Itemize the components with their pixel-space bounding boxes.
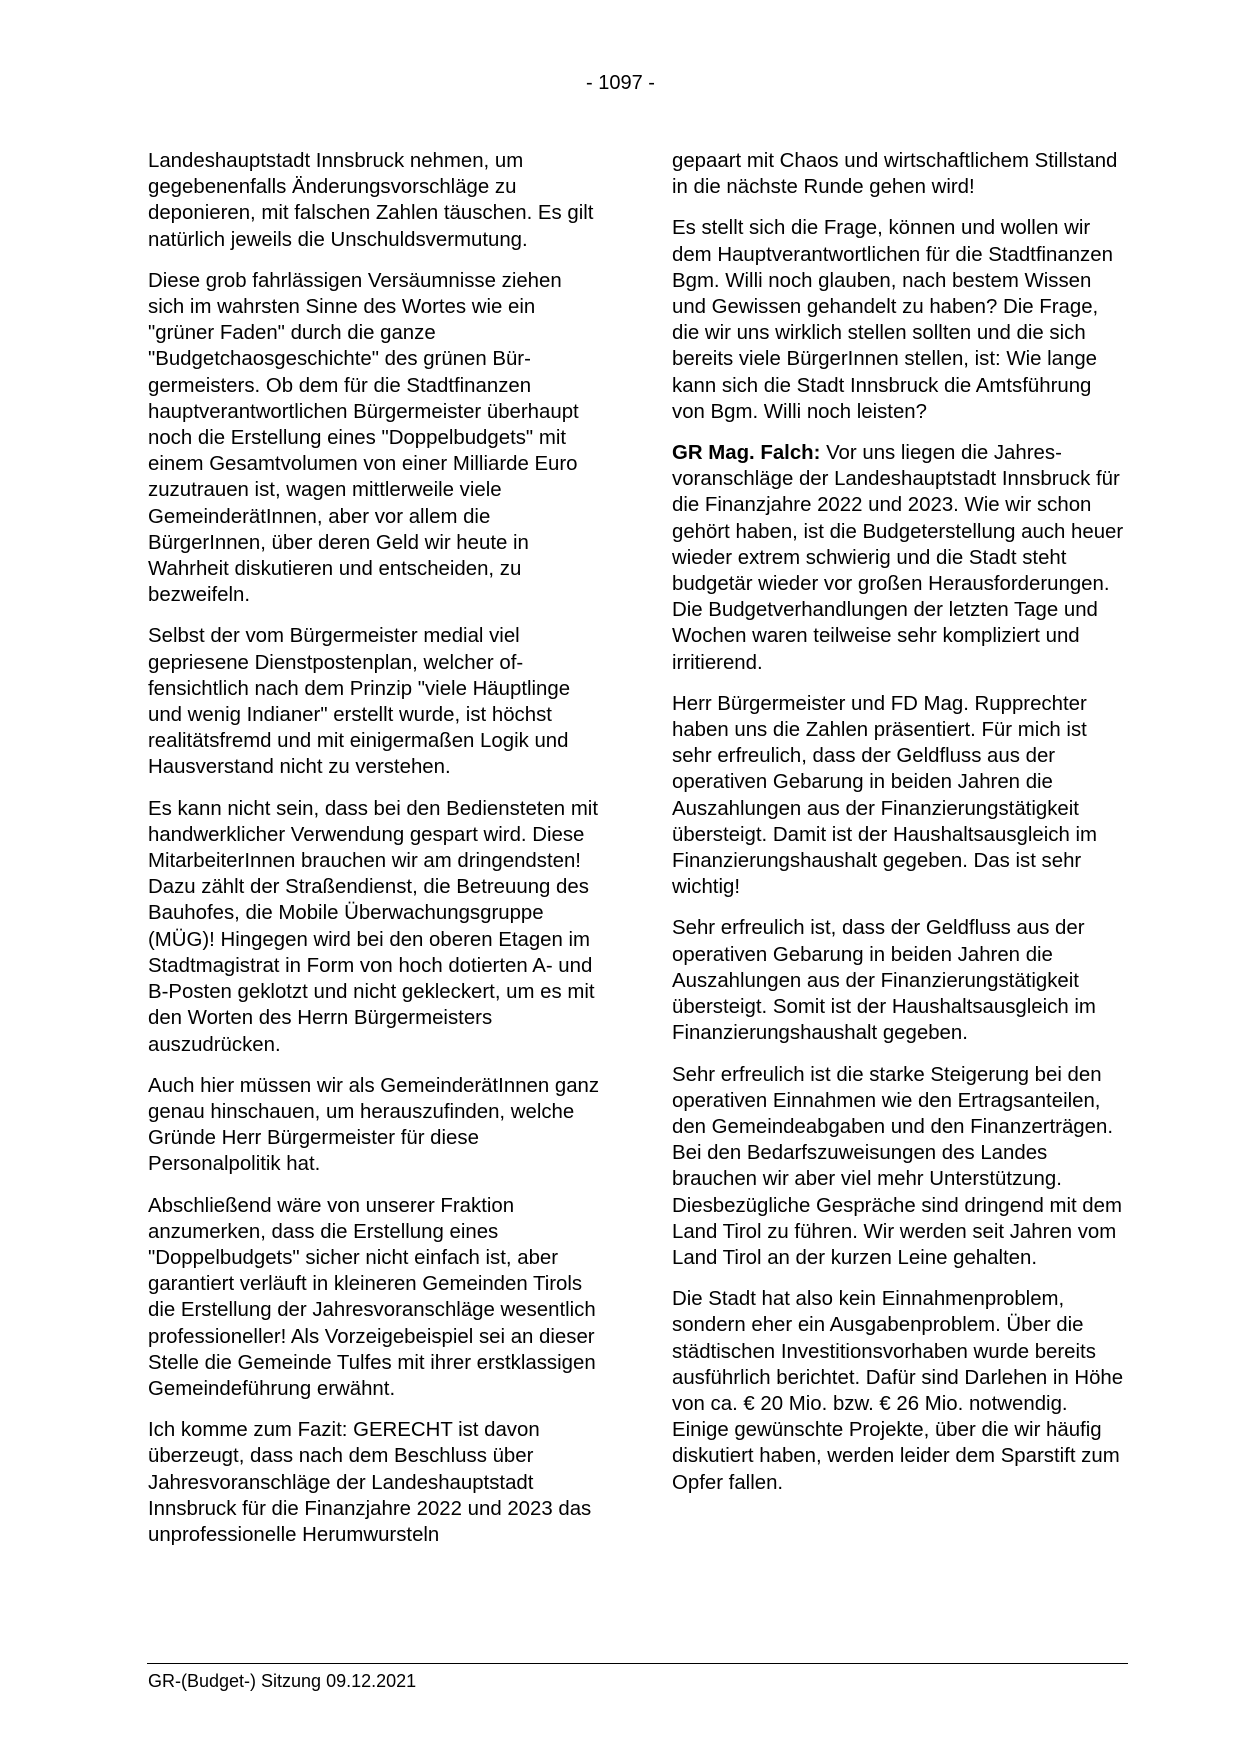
paragraph: Diese grob fahrlässigen Versäumnisse ziehen sich im wahrsten Sinne des Wortes wie ein "grüner Faden" durch die ganze "Budgetchaosgeschichte" des grünen Bürgermeisters. Ob dem für die Stadtfinanzen hauptverantwortlichen Bürgermeister überhaupt noch die Erstellung eines "Doppelbudgets" mit einem Gesamtvolumen von einer Milliarde Euro zuzutrauen ist, wagen mittlerweile viele GemeinderätInnen, aber vor allem die BürgerInnen, über deren Geld wir heute in Wahrheit diskutieren und entscheiden, zu bezweifeln. [148, 269, 579, 607]
page-number: - 1097 - [586, 72, 655, 94]
paragraph: Sehr erfreulich ist, dass der Geldfluss aus der operativen Gebarung in beiden Jahren die Auszahlungen aus der Finanzierungstätigkeit übersteigt. Somit ist der Haushaltsausgleich im Finanzierungshaushalt gegeben. [672, 917, 1096, 1045]
paragraph: Abschließend wäre von unserer Fraktion anzumerken, dass die Erstellung eines "Doppelbudgets" sicher nicht einfach ist, aber garantiert verläuft in kleineren Gemeinden Tirols die Erstellung der Jahresvoranschläge wesentlich professioneller! Als Vorzeigebeispiel sei an dieser Stelle die Gemeinde Tulfes mit ihrer erstklassigen Gemeindeführung erwähnt. [148, 1194, 596, 1400]
speaker-statement: Vor uns liegen die Jahresvoranschläge der Landeshauptstadt Innsbruck für die Finanzjahre 2022 und 2023. Wie wir schon gehört haben, ist die Budgeterstellung auch heuer wieder extrem schwierig und die Stadt steht budgetär wieder vor großen Herausforderungen. Die Budgetverhandlungen der letzten Tage und Wochen waren teilweise sehr kompliziert und irritierend. [672, 442, 1124, 674]
paragraph: Ich komme zum Fazit: GERECHT ist davon überzeugt, dass nach dem Beschluss über Jahresvoranschläge der Landeshauptstadt Innsbruck für die Finanzjahre 2022 und 2023 das unprofessionelle Herumwursteln [148, 1419, 592, 1546]
paragraph: Landeshauptstadt Innsbruck nehmen, um gegebenenfalls Änderungsvorschläge zu deponieren, mit falschen Zahlen täuschen. Es gilt natürlich jeweils die Unschuldsvermutung. [148, 150, 594, 251]
paragraph: Die Stadt hat also kein Einnahmenproblem, sondern eher ein Ausgabenproblem. Über die städtischen Investitionsvorhaben wurde bereits ausführlich berichtet. Dafür sind Darlehen in Höhe von ca. € 20 Mio. bzw. € 26 Mio. notwendig. Einige gewünschte Projekte, über die wir häufig diskutiert haben, werden leider dem Sparstift zum Opfer fallen. [672, 1288, 1124, 1494]
speaker-name: GR Mag. Falch: [672, 442, 821, 465]
right-column [672, 148, 1124, 1511]
paragraph: gepaart mit Chaos und wirtschaftlichem Stillstand in die nächste Runde gehen wird! [672, 150, 1118, 199]
paragraph: Sehr erfreulich ist die starke Steigerung bei den operativen Einnahmen wie den Ertragsanteilen, den Gemeindeabgaben und den Finanzerträgen. Bei den Bedarfszuweisungen des Landes brauchen wir aber viel mehr Unterstützung. Diesbezügliche Gespräche sind dringend mit dem Land Tirol zu führen. Wir werden seit Jahren vom Land Tirol an der kurzen Leine gehalten. [672, 1063, 1122, 1269]
footer-divider [147, 1663, 1128, 1664]
left-column [148, 148, 600, 1563]
speaker-paragraph [672, 440, 1124, 676]
footer-session-label: GR-(Budget-) Sitzung 09.12.2021 [148, 1671, 417, 1691]
paragraph: Es kann nicht sein, dass bei den Bediensteten mit handwerklicher Verwendung gespart wird. Diese MitarbeiterInnen brauchen wir am dringendsten! Dazu zählt der Straßendienst, die Betreuung des Bauhofes, die Mobile Überwachungsgruppe (MÜG)! Hingegen wird bei den oberen Etagen im Stadtmagistrat in Form von hoch dotierten A- und B-Posten geklotzt und nicht gekleckert, um es mit den Worten des Herrn Bürgermeisters auszudrücken. [148, 797, 598, 1056]
paragraph: Auch hier müssen wir als GemeinderätInnen ganz genau hinschauen, um herauszufinden, welche Gründe Herr Bürgermeister für diese Personalpolitik hat. [148, 1074, 600, 1176]
paragraph: Herr Bürgermeister und FD Mag. Rupprechter haben uns die Zahlen präsentiert. Für mich ist sehr erfreulich, dass der Geldfluss aus der operativen Gebarung in beiden Jahren die Auszahlungen aus der Finanzierungstätigkeit übersteigt. Damit ist der Haushaltsausgleich im Finanzierungshaushalt gegeben. Das ist sehr wichtig! [672, 692, 1097, 899]
paragraph: Es stellt sich die Frage, können und wollen wir dem Hauptverantwortlichen für die Stadtfinanzen Bgm. Willi noch glauben, nach bestem Wissen und Gewissen gehandelt zu haben? Die Frage, die wir uns wirklich stellen sollten und die sich bereits viele BürgerInnen stellen, ist: Wie lange kann sich die Stadt Innsbruck die Amtsführung von Bgm. Willi noch leisten? [672, 217, 1113, 423]
paragraph: Selbst der vom Bürgermeister medial viel gepriesene Dienstpostenplan, welcher offensichtlich nach dem Prinzip "viele Häuptlinge und wenig Indianer" erstellt wurde, ist höchst realitätsfremd und mit einigermaßen Logik und Hausverstand nicht zu verstehen. [148, 625, 571, 779]
